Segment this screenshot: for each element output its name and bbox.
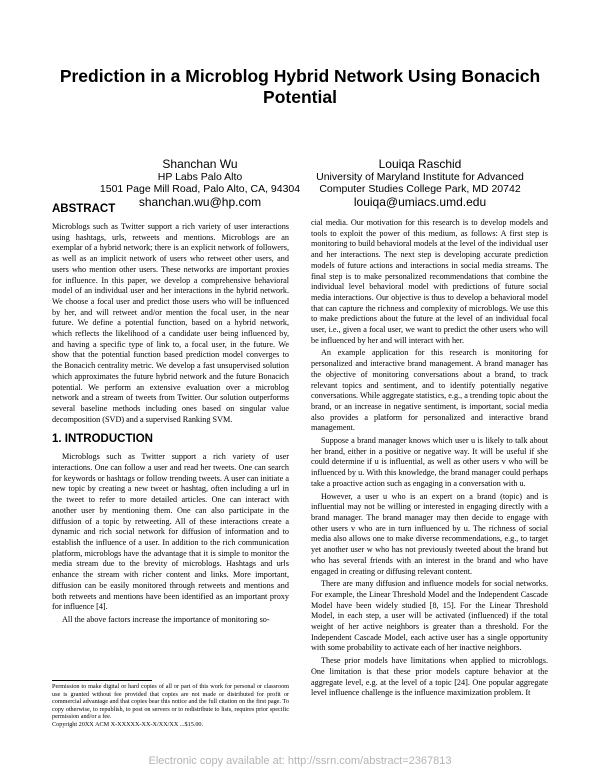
author-block-1 [80, 157, 320, 209]
author-block-2 [295, 157, 545, 209]
author-address: Computer Studies College Park, MD 20742 [319, 183, 521, 195]
author-address: 1501 Page Mill Road, Palo Alto, CA, 94304 [99, 183, 301, 195]
author-affiliation: University of Maryland Institute for Advanced [316, 171, 524, 183]
paragraph: cial media. Our motivation for this research is to develop models and tools to exploit the power of this medium, as follows: A first step is monitoring to build behavioral models at the level of the individual user and her interactions. The next step is developing accurate prediction models of future actions and interactions in social media streams. The final step is to make personalized recommendations that combine the individual level behavioral model with predictions of future social media interactions. Our objective is thus to develop a behavioral model that can capture the richness and complexity of microblogs. We use this to make predictions about the future at the level of an individual focal user, i.e., given a focal user, we want to predict the other users who will be influenced by her and will interact with her. [311, 218, 548, 345]
paragraph: These prior models have limitations when applied to microblogs. One limitation is that these prior models capture behavior at the aggregate level, e.g. at the level of a topic [24]. One popular aggregate level influence challenge is the influence maximization problem. It [311, 656, 548, 698]
author-name: Louiqa Raschid [378, 157, 462, 171]
author-affiliation: HP Labs Palo Alto [157, 171, 243, 183]
permission-footnote [52, 683, 289, 729]
author-name: Shanchan Wu [162, 157, 238, 171]
paragraph: However, a user u who is an expert on a brand (topic) and is influential may not be willing or interested in engaging directly with a brand manager. The brand manager may then decide to engage with other users v who are in turn influenced by u. The richness of social media also allows one to make diverse recommendations, e.g., to target yet another user w who has not previously tweeted about the brand but who has several friends with an interest in the brand and who have engaged in creating or diffusing relevant content. [311, 491, 548, 576]
abstract-heading: ABSTRACT [52, 203, 116, 215]
right-column [311, 218, 548, 699]
left-column [52, 203, 289, 626]
paragraph: Microblogs such as Twitter support a rich variety of user interactions. One can follow a user and read her tweets. One can search for keywords or hashtags or follow trending tweets. A user can initiate a new topic by creating a new tweet or hashtag, often including a url in the tweet to refer to more detailed articles. One can interact with another user by mentioning them. One can also participate in the diffusion of a topic by retweeting. All of these interactions create a dynamic and rich social network for diffusion of information and to establish the influence of a user. In addition to the rich communication platform, microblogs have the advantage that it is simple to monitor the media stream due to the brevity of microblogs. Hashtags and urls enhance the stream with richer content and links. More important, diffusion can be easily monitored through retweets and mentions and both retweets and mentions have been identified as an important proxy for influence [4]. [52, 452, 289, 612]
paragraph: All the above factors increase the importance of monitoring so- [62, 614, 270, 624]
paragraph: An example application for this research is monitoring for personalized and interactive brand management. A brand manager has the objective of monitoring conversations about a brand, to track relevant topics and sentiment, and to identify potentially negative conversations. While aggregate statistics, e.g., a trending topic about the brand, or an increase in negative sentiment, is important, social media also provides a platform for personalized and interactive brand management. [311, 348, 548, 433]
author-email[interactable]: louiqa@umiacs.umd.edu [353, 195, 487, 209]
introduction-heading: 1. INTRODUCTION [52, 433, 153, 446]
paragraph: Suppose a brand manager knows which user u is likely to talk about her brand, either in a positive or negative way. It will be useful if she could determine if u is influential, as well as other users v who will be influenced by u. With this knowledge, the brand manager could perhaps take a proactive action such as engaging in a conversation with u. [311, 436, 548, 488]
footnote-rule [52, 680, 152, 681]
paper-title [40, 66, 560, 108]
ssrn-watermark[interactable]: Electronic copy available at: http://ssrn.com/abstract=2367813 [148, 755, 452, 767]
abstract-text: Microblogs such as Twitter support a rich variety of user interactions using hashtags, urls, retweets and mentions. Microblogs are an exemplar of a hybrid network; there is an explicit network of followers, as well as an implicit network of users who retweet other users, and users who mention other users. These networks are important proxies for influence. In this paper, we develop a comprehensive behavioral model of an individual user and her interactions in the hybrid network. We choose a focal user and predict those users who will be influenced by her, and will retweet and/or mention the focal user, in the near future. We define a potential function, based on a hybrid network, which reflects the likelihood of a candidate user being influenced by, and having a specific type of link to, a focal user, in the future. We show that the potential function based prediction model converges to the Bonacich centrality metric. We develop a fast unsupervised solution which approximates the future hybrid network and the future Bonacich potential. We perform an extensive evaluation over a microblog network and a stream of tweets from Twitter. Our solution outperforms several baseline methods including ones based on singular value decomposition (SVD) and a supervised Ranking SVM. [52, 222, 289, 424]
author-email[interactable]: shanchan.wu@hp.com [138, 195, 262, 209]
title-line-2: Potential [263, 87, 337, 107]
copyright-line: Copyright 20XX ACM X-XXXXX-XX-X/XX/XX ...$15.00. [52, 720, 204, 728]
paragraph: There are many diffusion and influence models for social networks. For example, the Linear Threshold Model and the Independent Cascade Model have been widely studied [8, 15]. For the Linear Threshold Model, in each step, a user will be activated (influenced) if the total weight of her active neighbors is greater than a threshold. For the Independent Cascade Model, each active user has a single opportunity with some probability to activate each of her inactive neighbors. [311, 579, 548, 653]
footnote-text: Permission to make digital or hard copies of all or part of this work for personal or classroom use is granted without fee provided that copies are not made or distributed for profit or commercial advantage and that copies bear this notice and the full citation on the first page. To copy otherwise, to republish, to post on servers or to redistribute to lists, requires prior specific permission and/or a fee. [52, 683, 289, 721]
title-line-1: Prediction in a Microblog Hybrid Network Using Bonacich [59, 66, 541, 86]
